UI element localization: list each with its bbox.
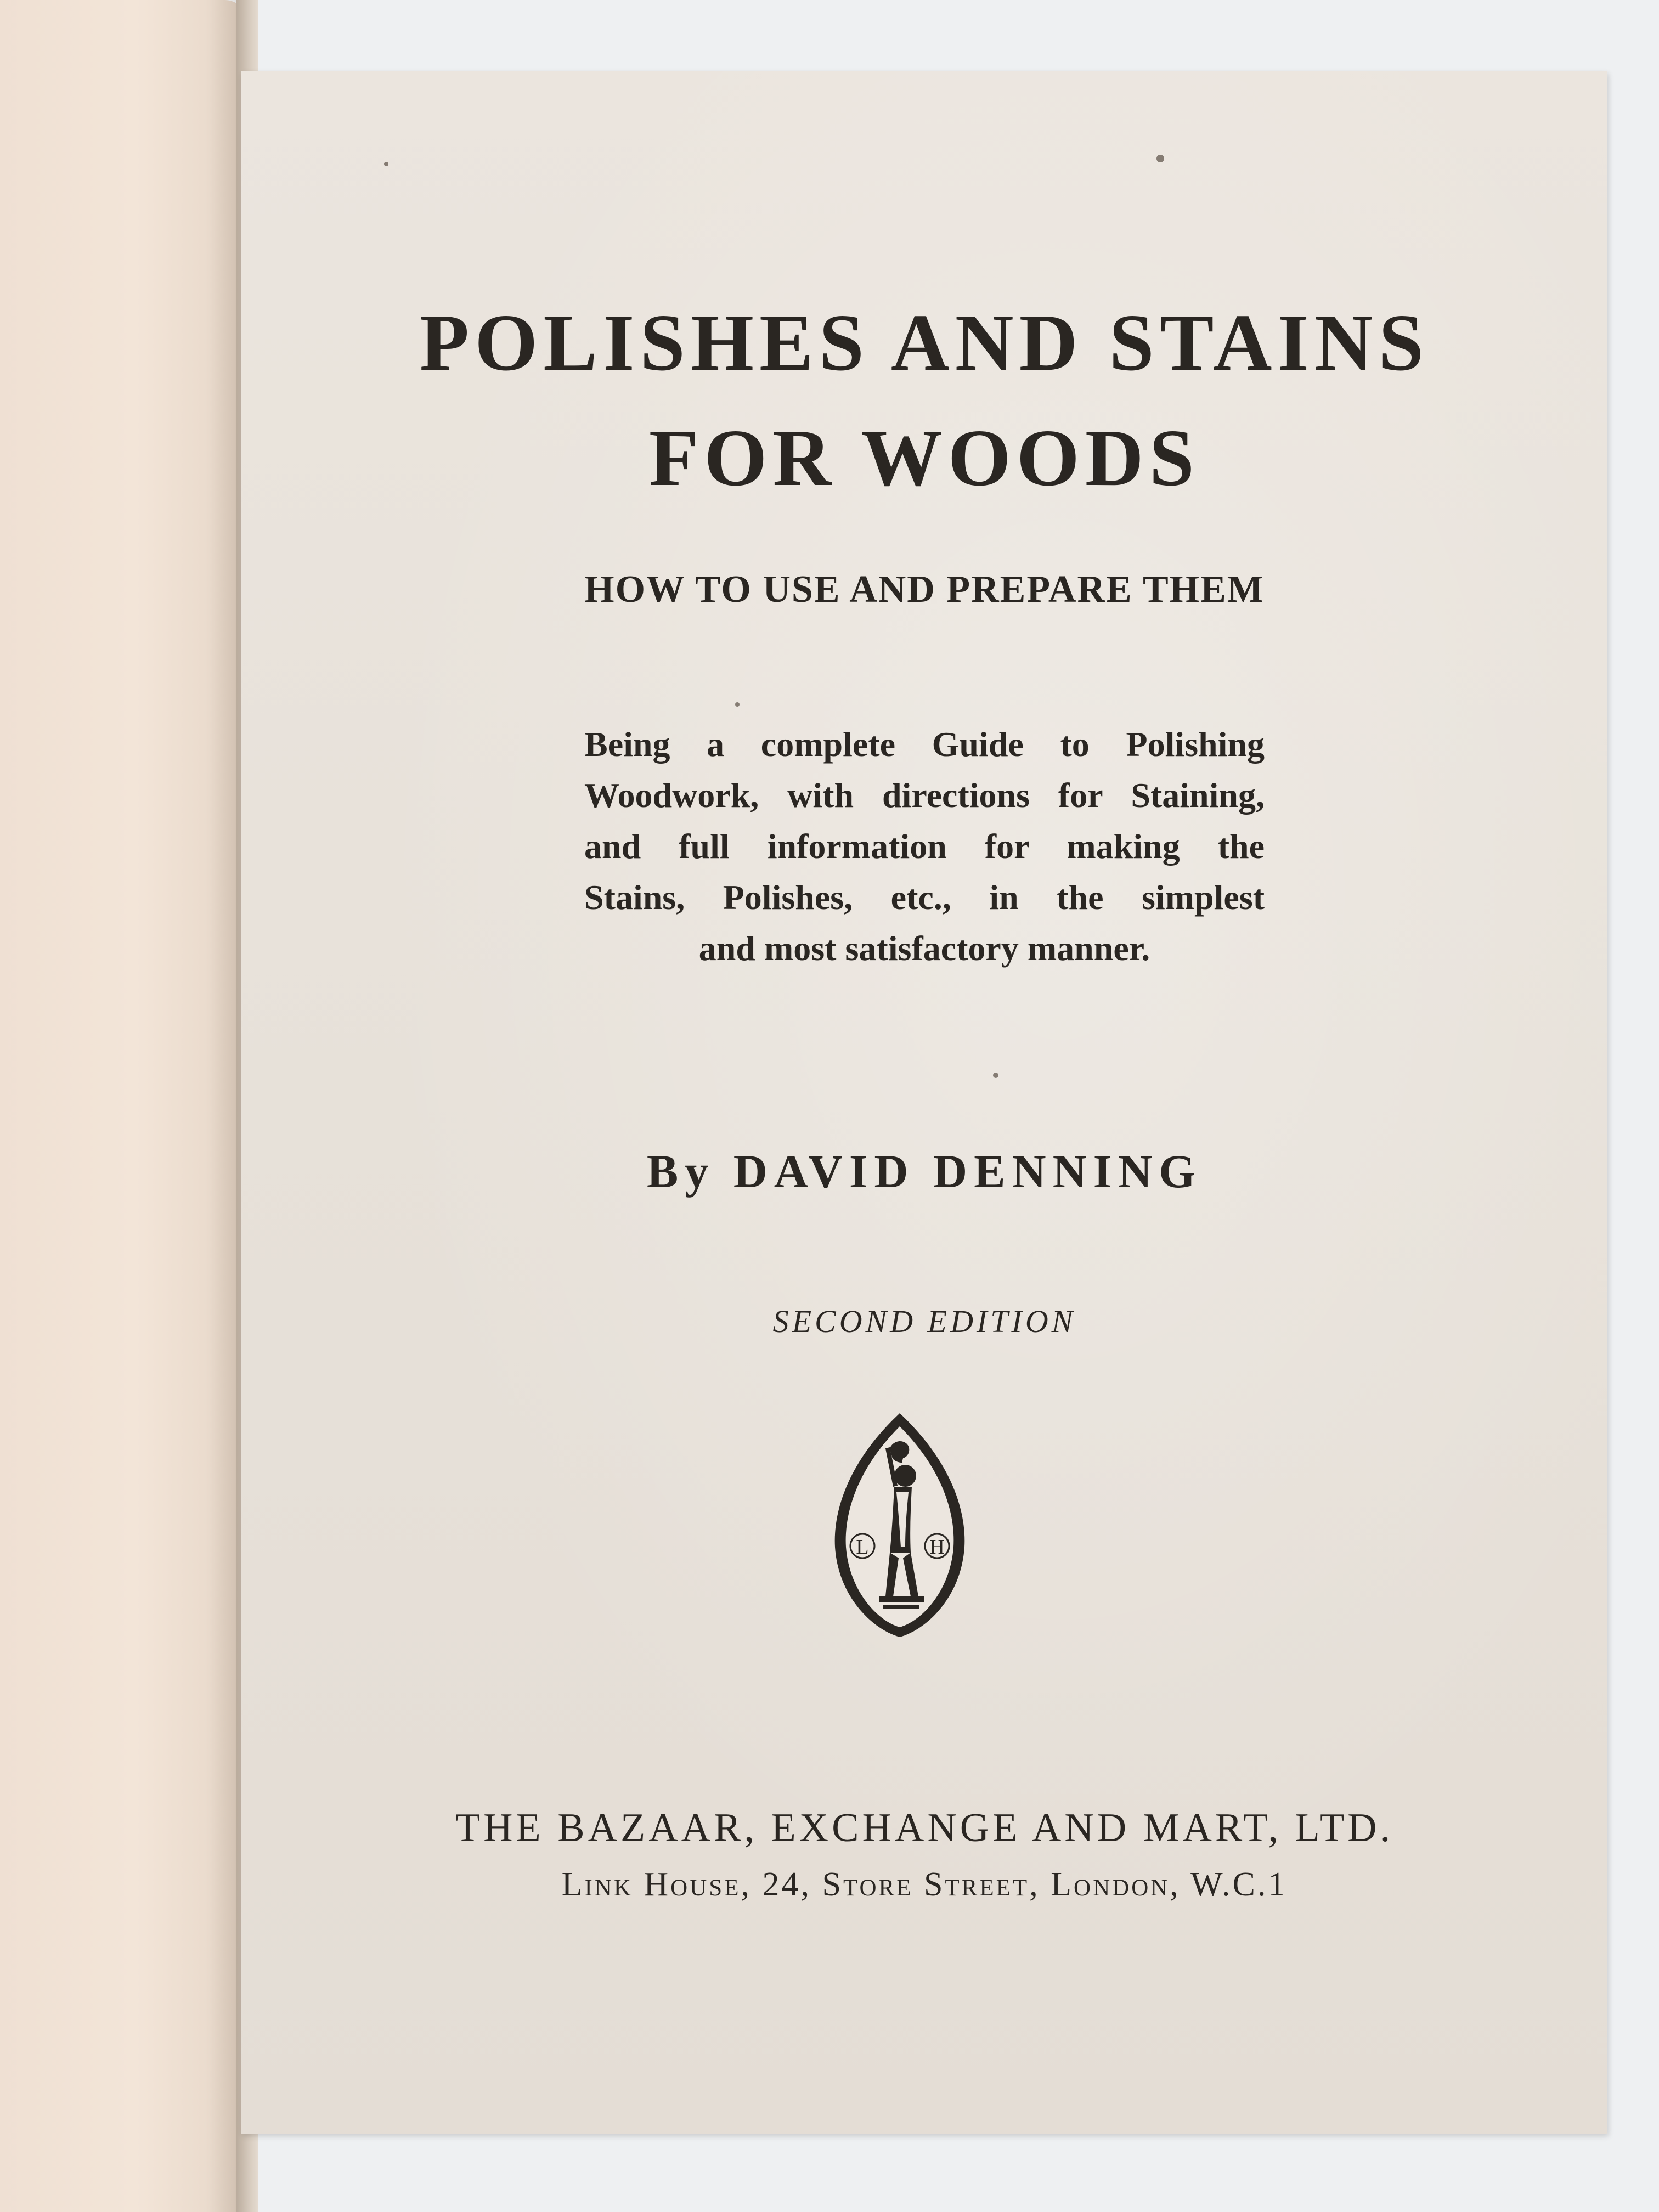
left-facing-page — [0, 0, 247, 2212]
description-line: Being a complete Guide to Polishing — [584, 725, 1265, 764]
publisher-address: Link House, 24, Store Street, London, W.C.1 — [561, 1866, 1288, 1903]
description-line: and most satisfactory manner. — [698, 929, 1150, 968]
paper-speck — [1156, 155, 1164, 162]
book-subtitle: HOW TO USE AND PREPARE THEM — [584, 568, 1265, 611]
author-byline: By DAVID DENNING — [646, 1145, 1203, 1198]
description-line: Woodwork, with directions for Staining, — [584, 776, 1265, 815]
printers-mark-icon — [828, 1410, 971, 1640]
paper-speck — [735, 702, 740, 707]
book-title-line-1: POLISHES AND STAINS — [419, 298, 1430, 388]
emblem-letter-l: L — [856, 1536, 869, 1559]
book-description — [584, 719, 1265, 974]
description-line: and full information for making the — [584, 827, 1265, 866]
emblem-letter-h: H — [929, 1536, 945, 1559]
publisher-name: THE BAZAAR, EXCHANGE AND MART, LTD. — [455, 1805, 1394, 1850]
description-line: Stains, Polishes, etc., in the simplest — [584, 878, 1265, 917]
paper-speck — [993, 1073, 998, 1078]
book-title-line-2: FOR WOODS — [648, 413, 1200, 503]
edition-label: SECOND EDITION — [772, 1304, 1076, 1339]
title-page — [241, 71, 1607, 2134]
paper-speck — [384, 162, 388, 166]
